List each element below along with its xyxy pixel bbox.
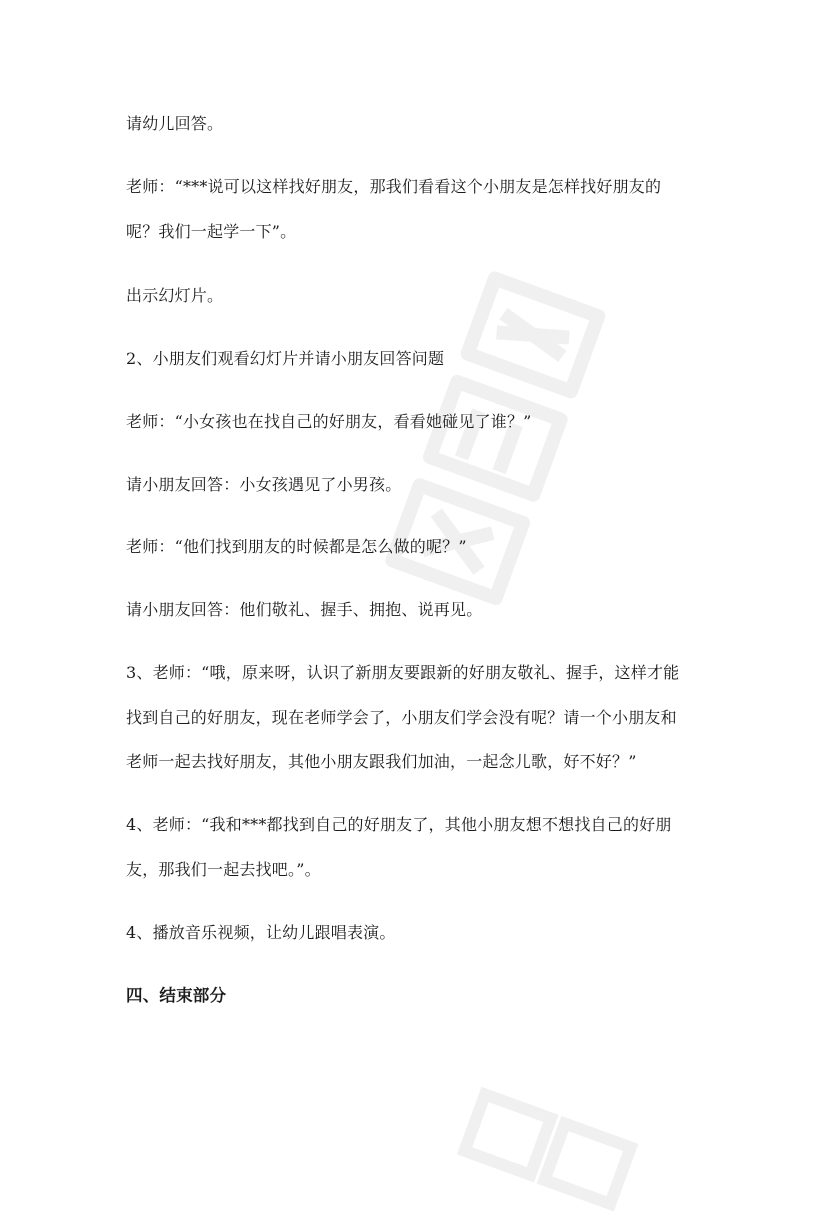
paragraph-line-11: 找到自己的好朋友，现在老师学会了，小朋友们学会没有呢？请一个小朋友和: [126, 708, 677, 727]
watermark-logo: [370, 262, 630, 617]
paragraph-line-8: 老师：“他们找到朋友的时候都是怎么做的呢？”: [126, 537, 467, 556]
watermark-logo-bottom: [452, 1082, 649, 1218]
paragraph-line-7: 请小朋友回答：小女孩遇见了小男孩。: [126, 475, 402, 494]
section-heading: 四、结束部分: [126, 986, 227, 1005]
paragraph-line-1: 请幼儿回答。: [126, 114, 224, 133]
paragraph-line-9: 请小朋友回答：他们敬礼、握手、拥抱、说再见。: [126, 600, 483, 619]
paragraph-line-12: 老师一起去找好朋友，其他小朋友跟我们加油，一起念儿歌，好不好？”: [126, 752, 637, 771]
paragraph-line-4: 出示幻灯片。: [126, 286, 224, 305]
paragraph-line-15: 4、播放音乐视频，让幼儿跟唱表演。: [126, 923, 396, 942]
paragraph-line-10: 3、老师：“哦，原来呀，认识了新朋友要跟新的好朋友敬礼、握手，这样才能: [126, 663, 680, 682]
paragraph-line-6: 老师：“小女孩也在找自己的好朋友，看看她碰见了谁？”: [126, 412, 532, 431]
paragraph-line-13: 4、老师：“我和***都找到自己的好朋友了，其他小朋友想不想找自己的好朋: [126, 815, 672, 834]
paragraph-line-3: 呢？我们一起学一下”。: [126, 222, 297, 241]
paragraph-line-14: 友，那我们一起去找吧。”。: [126, 860, 321, 879]
paragraph-line-2: 老师：“***说可以这样找好朋友，那我们看看这个小朋友是怎样找好朋友的: [126, 177, 662, 196]
paragraph-line-5: 2、小朋友们观看幻灯片并请小朋友回答问题: [126, 349, 445, 368]
